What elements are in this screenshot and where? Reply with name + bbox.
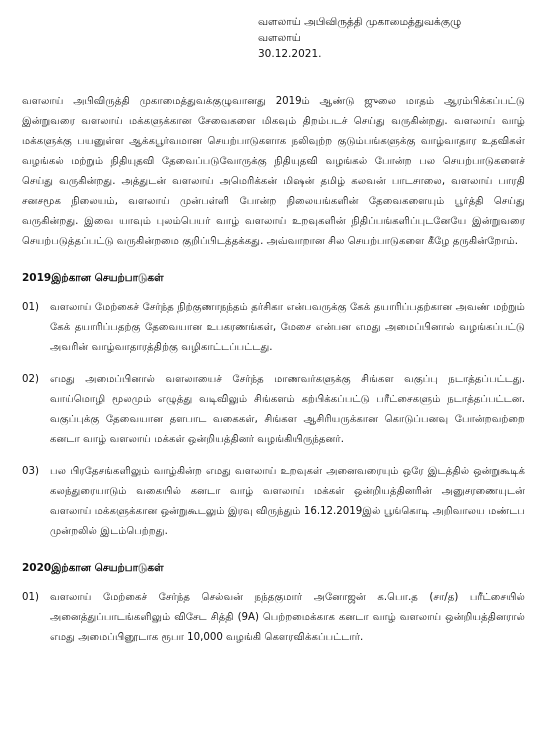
organization-name: வளலாய் அபிவிருத்தி முகாமைத்துவக்குழு [258,16,462,28]
section-title: 2020இற்கான செயற்பாடுகள் [22,562,164,574]
letter-date: 30.12.2021. [258,48,322,60]
section-2020 [22,558,525,648]
list-item [22,370,525,450]
item-number: 03) [22,466,39,477]
item-number: 01) [22,592,39,603]
list-item [22,462,525,542]
place-name: வளலாய் [258,32,301,44]
item-number: 01) [22,302,39,313]
item-number: 02) [22,374,39,385]
document-body [22,92,525,660]
section-2019 [22,268,525,542]
list-item [22,298,525,358]
intro-paragraph: வளலாய் அபிவிருத்தி முகாமைத்துவக்குழுவானது 2019ம் ஆண்டு ஜுலை மாதம் ஆரம்பிக்கப்பட்டு இன்றுவரை வளலாய் மக்களுக்கான சேவைகளை மிகவும் திறம்படச் செய்து வருகின்றது. வளலாய் வாழ் மக்களுக்கு பயனுள்ள ஆக்கபூர்வமான செயற்பாடுகளாக நலிவுற்ற குடும்பங்களுக்கு வாழ்வாதார உதவிகள் வழங்கல் மற்றும் நிதியுதவி தேவைப்படுவோருக்கு நிதியுதவி வழங்கல் போன்ற பல செயற்பாடுகளைச் செய்து வருகின்றது. அத்துடன் வளலாய் அமெரிக்கன் மிஷன் தமிழ் கலவன் பாடசாலை, வளலாய் பாரதி சனசமூக நிலையம், வளலாய் முன்பள்ளி போன்ற நிலையங்களின் தேவைகளையும் பூர்த்தி செய்து வருகின்றது. இவை யாவும் புலம்பெயர் வாழ் வளலாய் உறவுகளின் நிதிப்பங்களிப்புடனேயே இன்றுவரை செயற்படுத்தப்பட்டு வருகின்றமை குறிப்பிடத்தக்கது. அவ்வாறான சில செயற்பாடுகளை கீழே தருகின்றோம். [22,96,525,247]
letter-header [258,14,528,62]
item-text: பல பிரதேசங்களிலும் வாழ்கின்ற எமது வளலாய் உறவுகள் அனைவரையும் ஒரே இடத்தில் ஒன்றுகூடிக் கலந்துரையாடும் வகையில் கனடா வாழ் வளலாய் மக்கள் ஒன்றியத்தினரின் அனுசரணையுடன் வளலாய் மக்களுக்கான ஒன்றுகூடலும் இரவு விருந்தும் 16.12.2019இல் பூங்கொடி அறிவாலய மண்டப முன்றலில் இடம்பெற்றது. [50,466,525,537]
item-text: வளலாய் மேற்கைச் சேர்ந்த செல்வன் நந்தகுமார் அனோஜன் க.பொ.த (சா/த) பரீட்சையில் அனைத்துப்பாடங்களிலும் விசேட சித்தி (9A) பெற்றமைக்காக கனடா வாழ் வளலாய் ஒன்றியத்தினரால் எமது அமைப்பினூடாக ரூபா 10,000 வழங்கி கௌரவிக்கப்பட்டார். [50,592,525,643]
item-text: வளலாய் மேற்கைச் சேர்ந்த நிற்குணாநந்தம் தர்சிகா என்பவருக்கு கேக் தயாரிப்பதற்கான அவண் மற்றும் கேக் தயாரிப்பதற்கு தேவையான உபகரணங்கள், மேசை என்பன எமது அமைப்பினால் வழங்கப்பட்டு அவரின் வாழ்வாதாரத்திற்கு வழிகாட்டப்பட்டது. [50,302,525,353]
item-text: எமது அமைப்பினால் வளலாயைச் சேர்ந்த மாணவர்களுக்கு சிங்கள வகுப்பு நடாத்தப்பட்டது. வாய்மொழி மூலமும் எழுத்து வடிவிலும் சிங்களம் கற்பிக்கப்பட்டு பரீட்சைகளும் நடாத்தப்பட்டன. வகுப்புக்கு தேவையான தளபாட வகைகள், சிங்கள ஆசிரியருக்கான கொடுப்பனவு போன்றவற்றை கனடா வாழ் வளலாய் மக்கள் ஒன்றியத்தினர் வழங்கியிருந்தனர். [50,374,525,445]
list-item [22,588,525,648]
section-title: 2019இற்கான செயற்பாடுகள் [22,272,164,284]
